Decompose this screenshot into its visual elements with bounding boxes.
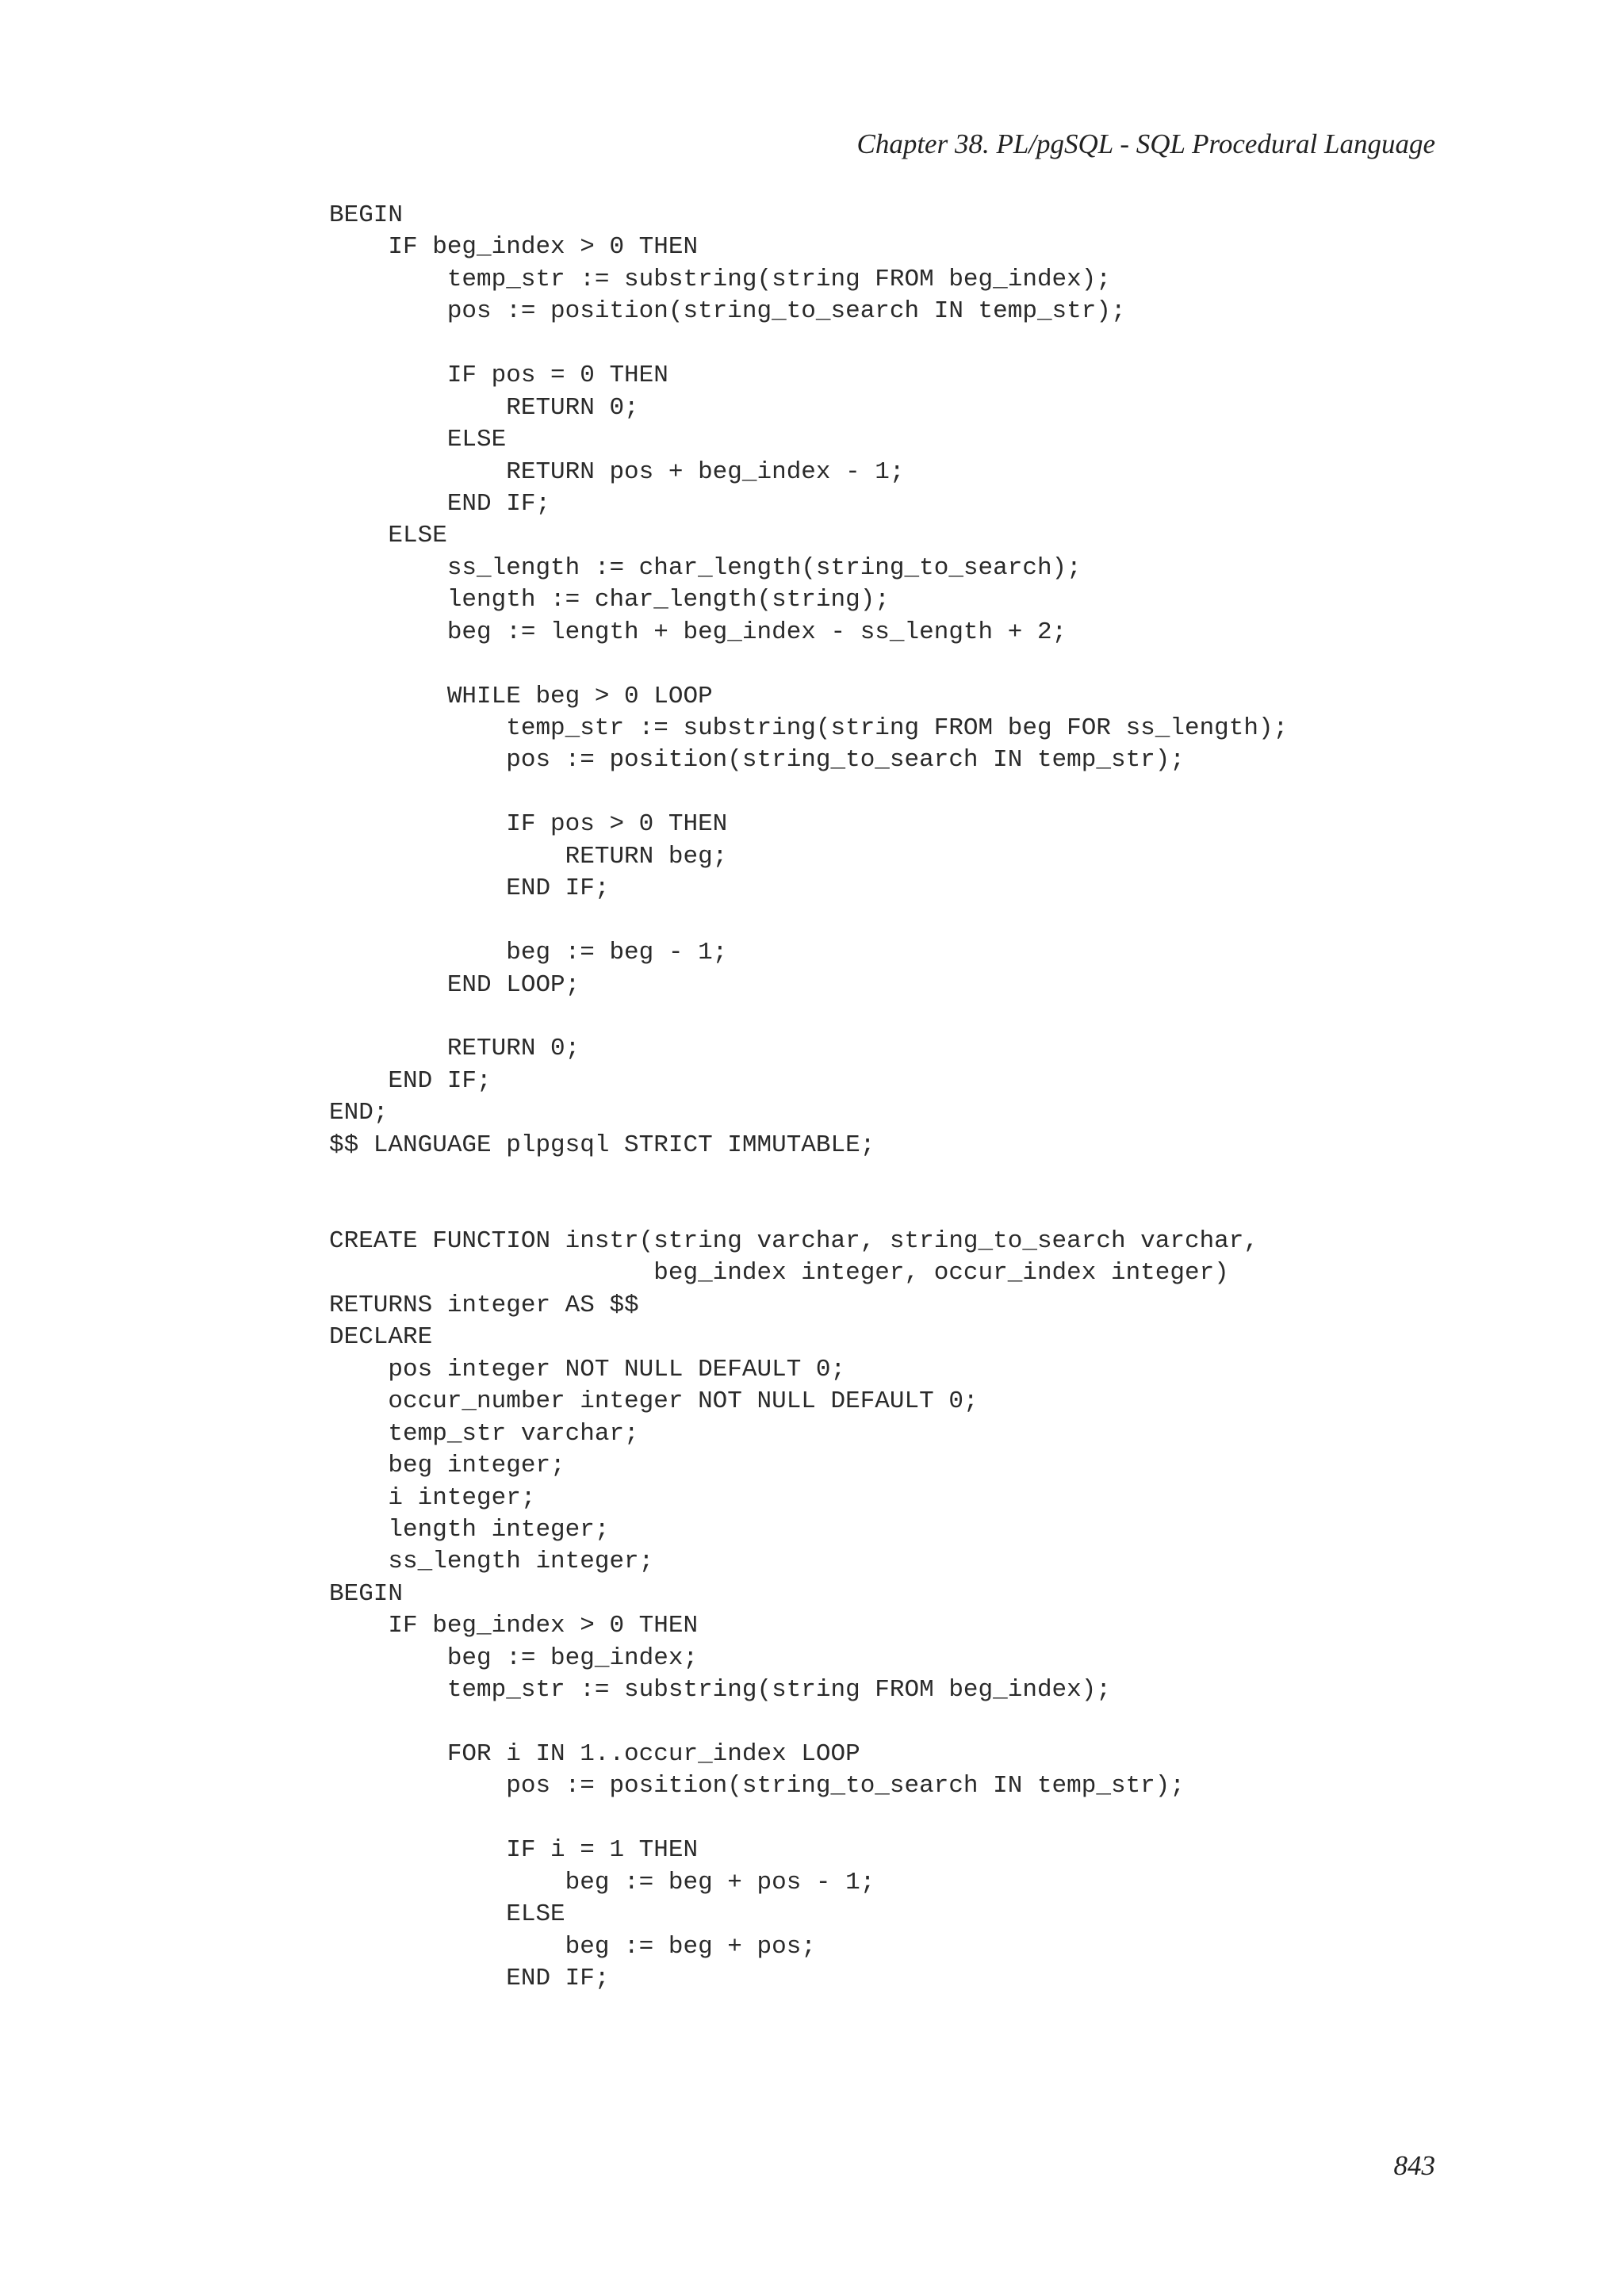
code-line: IF beg_index > 0 THEN <box>329 233 699 262</box>
code-line <box>329 777 1519 809</box>
code-line: temp_str := substring(string FROM beg_index); <box>329 1676 1111 1705</box>
code-line: beg := beg + pos - 1; <box>329 1868 875 1896</box>
code-line <box>329 1707 1519 1739</box>
code-line: IF pos > 0 THEN <box>329 810 728 839</box>
code-line: beg := length + beg_index - ss_length + 2; <box>329 618 1067 646</box>
code-line: ss_length := char_length(string_to_search); <box>329 553 1082 582</box>
code-line: pos integer NOT NULL DEFAULT 0; <box>329 1355 846 1383</box>
code-line: END; <box>329 1099 389 1127</box>
code-line: END IF; <box>329 874 610 903</box>
code-line: IF pos = 0 THEN <box>329 362 668 390</box>
code-line: RETURN pos + beg_index - 1; <box>329 457 905 486</box>
code-line: length := char_length(string); <box>329 586 890 614</box>
code-listing <box>329 200 1519 1996</box>
code-line: pos := position(string_to_search IN temp_str); <box>329 746 1185 775</box>
code-line: occur_number integer NOT NULL DEFAULT 0; <box>329 1387 979 1416</box>
code-line: END IF; <box>329 1066 492 1095</box>
code-line: IF i = 1 THEN <box>329 1836 699 1865</box>
code-line: ELSE <box>329 522 447 550</box>
code-line: length integer; <box>329 1515 610 1544</box>
code-line <box>329 649 1519 680</box>
code-line <box>329 905 1519 937</box>
code-line: DECLARE <box>329 1323 433 1352</box>
code-line: FOR i IN 1..occur_index LOOP <box>329 1740 860 1768</box>
code-line: $$ LANGUAGE plpgsql STRICT IMMUTABLE; <box>329 1131 875 1159</box>
code-line: CREATE FUNCTION instr(string varchar, string_to_search varchar, <box>329 1227 1258 1255</box>
code-line: temp_str varchar; <box>329 1419 639 1448</box>
code-line: ELSE <box>329 1900 565 1929</box>
code-line <box>329 1001 1519 1033</box>
code-line: pos := position(string_to_search IN temp_str); <box>329 1772 1185 1800</box>
code-line: WHILE beg > 0 LOOP <box>329 682 713 710</box>
code-line: beg integer; <box>329 1452 565 1480</box>
code-line: beg := beg - 1; <box>329 939 728 967</box>
code-line: RETURN beg; <box>329 842 728 871</box>
code-line: END IF; <box>329 489 551 518</box>
code-line: RETURNS integer AS $$ <box>329 1291 639 1319</box>
running-header-chapter-title: Chapter 38. PL/pgSQL - SQL Procedural Language <box>856 128 1435 159</box>
code-line: temp_str := substring(string FROM beg_index); <box>329 265 1111 293</box>
code-line: RETURN 0; <box>329 1035 580 1063</box>
code-line: RETURN 0; <box>329 393 639 422</box>
code-line <box>329 1161 1519 1193</box>
code-line: i integer; <box>329 1483 536 1512</box>
code-line: ss_length integer; <box>329 1548 654 1576</box>
code-line: beg := beg_index; <box>329 1644 699 1672</box>
code-line: END LOOP; <box>329 970 580 999</box>
code-line: END IF; <box>329 1965 610 1993</box>
code-line <box>329 328 1519 360</box>
code-line: BEGIN <box>329 1579 404 1608</box>
code-line: beg := beg + pos; <box>329 1932 816 1961</box>
code-line <box>329 1803 1519 1835</box>
code-line: beg_index integer, occur_index integer) <box>329 1259 1229 1288</box>
code-line: BEGIN <box>329 201 404 229</box>
code-line: pos := position(string_to_search IN temp_str); <box>329 297 1126 326</box>
code-line: IF beg_index > 0 THEN <box>329 1612 699 1640</box>
code-line <box>329 1194 1519 1226</box>
code-line: temp_str := substring(string FROM beg FOR ss_length); <box>329 714 1289 742</box>
page-number: 843 <box>1393 2150 1435 2181</box>
code-line: ELSE <box>329 426 507 454</box>
